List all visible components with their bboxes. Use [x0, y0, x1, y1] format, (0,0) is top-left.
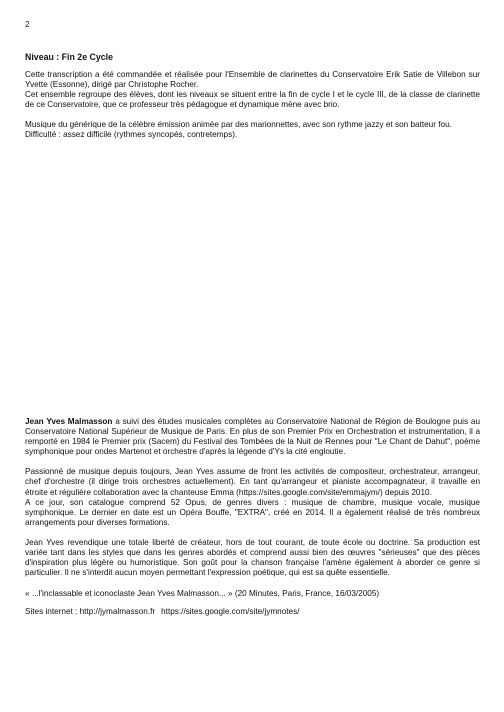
bio-paragraph-studies: [25, 417, 480, 457]
bio-paragraph-freedom: Jean Yves revendique une totale liberté de créateur, hors de tout courant, de toute école ou doctrine. Sa production est variée tant dans les styles que dans les genres abordés et comprend aussi bien des œuvres "sérieuses" que des pièces d'inspiration plus légère ou humoristique. Son goût pour la chanson française l'amène également à aborder ce genre si particulier. Il ne s'interdit aucun moyen permettant l'expression poétique, qui est sa quête essentielle.: [25, 537, 480, 578]
bio-paragraph-catalogue: A ce jour, son catalogue comprend 52 Opus, de genres divers : musique de chambre, musique vocale, musique symphonique. Le dernier en date est un Opéra Bouffe, "EXTRA", créé en 2014. Il a également réalisé de très nombreux arrangements pour diverses formations.: [25, 497, 480, 527]
intro-section: [25, 70, 480, 141]
press-quote: « ...l'inclassable et iconoclaste Jean Yves Malmasson... » (20 Minutes, Paris, France, 16/03/2005): [25, 589, 380, 599]
intro-paragraph-commission: Cette transcription a été commandée et réalisée pour l'Ensemble de clarinettes du Conservatoire Erik Satie de Villebon sur Yvette (Essonne), dirigé par Christophe Rocher.: [25, 70, 480, 90]
level-heading: Niveau : Fin 2e Cycle: [25, 52, 114, 62]
bio-paragraph-activities: Passionné de musique depuis toujours, Jean Yves assume de front les activités de compositeur, orchestrateur, arrangeur, chef d'orchestre (il dirige trois orchestres actuellement). En tant qu'arrangeur et pianiste accompagnateur, il travaille en étroite et régulière collaboration avec la chanteuse Emma (https://sites.google.com/site/emmajym/) depuis 2010.: [25, 467, 480, 497]
bio-studies-text: a suivi des études musicales complètes au Conservatoire National de Région de Boulogne puis au Conservatoire National Supérieur de Musique de Paris. En plus de son Premier Prix en Orchestration et instrumentation, il a remporté en 1984 le Premier prix (Sacem) du Festival des Tombées de la Nuit de Rennes pour "Le Chant de Dahut", poème symphonique pour ondes Martenot et orchestre d'après la légende d'Ys la cité engloutie.: [25, 417, 480, 457]
page-number: 2: [25, 20, 30, 29]
website-link-secondary[interactable]: https://sites.google.com/site/jymnotes/: [161, 607, 300, 617]
intro-paragraph-difficulty: Difficulté : assez difficile (rythmes syncopés, contretemps).: [25, 130, 238, 140]
biography-section: [25, 417, 480, 618]
intro-paragraph-ensemble: Cet ensemble regroupe des élèves, dont les niveaux se situent entre la fin de cycle I et le cycle III, de la classe de clarinette de ce Conservatoire, que ce professeur très pédagogue et dynamique mène avec brio.: [25, 90, 480, 110]
composer-name: Jean Yves Malmasson: [25, 417, 113, 426]
intro-paragraph-music: Musique du générique de la célèbre émission animée par des marionnettes, avec son rythme jazzy et son batteur fou.: [25, 120, 452, 130]
website-link-primary[interactable]: Sites internet : http://jymalmasson.fr: [25, 607, 156, 617]
websites-line: [25, 607, 480, 617]
